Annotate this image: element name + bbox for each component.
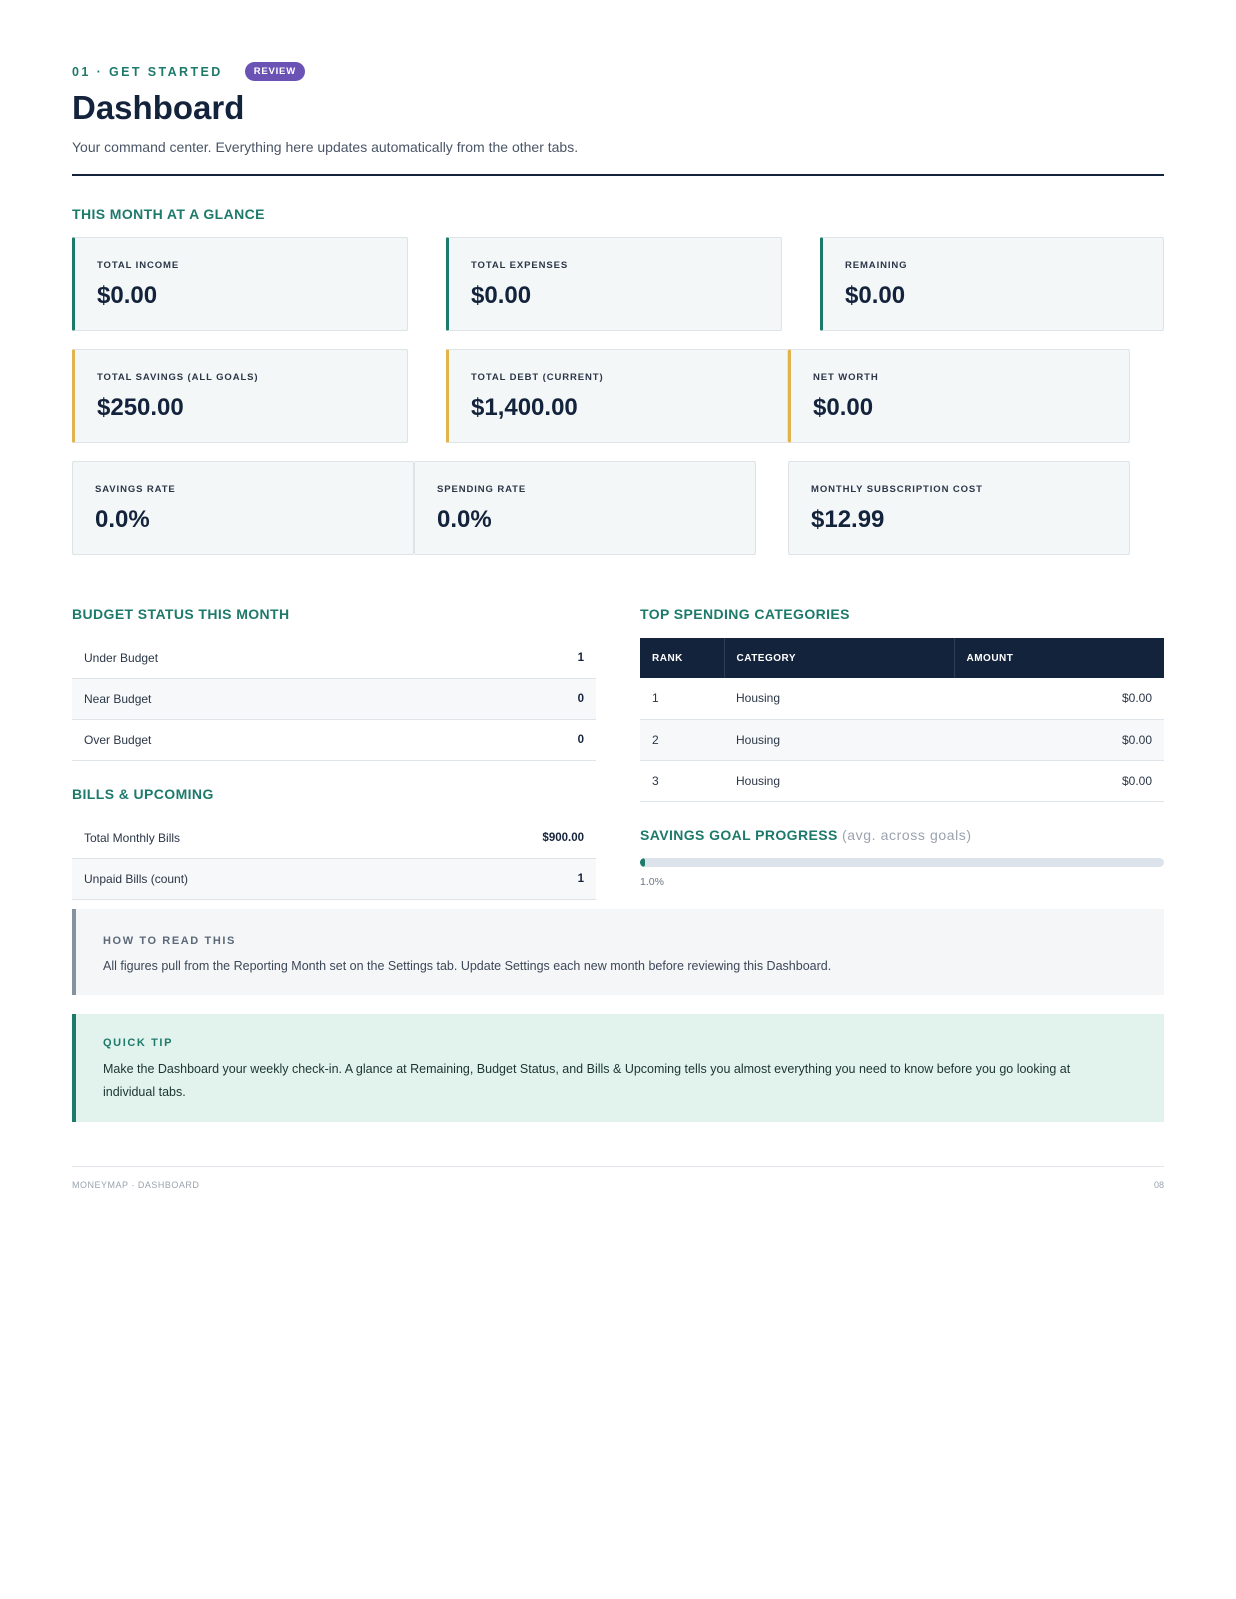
callout-body: Make the Dashboard your weekly check-in. A glance at Remaining, Budget Status, and Bills & Upcoming tells you almost everything you need to know before you go looking at individual tabs. [103,1062,1071,1099]
row-value: $900.00 [542,832,584,844]
card-savings-rate [72,461,414,555]
top-spending-heading: TOP SPENDING CATEGORIES [640,606,850,622]
savings-progress-heading [640,827,972,843]
card-label: TOTAL INCOME [97,260,180,271]
bills-heading: BILLS & UPCOMING [72,786,214,802]
callout-body: All figures pull from the Reporting Month set on the Settings tab. Update Settings each new month before reviewing this Dashboard. [103,959,832,973]
card-total-savings [72,349,408,443]
card-label: TOTAL EXPENSES [471,260,569,271]
card-net-worth [788,349,1130,443]
card-label: TOTAL SAVINGS (ALL GOALS) [97,372,259,383]
rank-cell: 3 [640,760,724,801]
savings-progress-label: 1.0% [640,876,664,888]
rank-cell: 1 [640,678,724,719]
card-value: $0.00 [813,394,874,421]
amount-cell: $0.00 [954,760,1164,801]
card-label: NET WORTH [813,372,879,383]
table-row [640,760,1164,801]
list-item [72,679,596,720]
review-badge: REVIEW [245,62,305,81]
card-value: 0.0% [437,506,492,533]
card-total-expenses [446,237,782,331]
card-label: SAVINGS RATE [95,484,176,495]
budget-status-heading: BUDGET STATUS THIS MONTH [72,606,290,622]
section-eyebrow: 01 · GET STARTED [72,64,223,79]
row-value: 0 [577,693,584,705]
category-cell: Housing [724,719,954,760]
column-header: RANK [640,638,724,678]
row-label: Over Budget [84,733,152,747]
card-value: $0.00 [471,282,532,309]
header-divider [72,174,1164,176]
how-to-read-callout [72,909,1164,995]
savings-progress-bar [640,858,1164,867]
column-header: CATEGORY [724,638,954,678]
card-label: REMAINING [845,260,908,271]
footer-divider [72,1166,1164,1167]
savings-progress-fill [640,858,645,867]
bills-list [72,818,596,900]
amount-cell: $0.00 [954,678,1164,719]
card-label: SPENDING RATE [437,484,527,495]
callout-title: QUICK TIP [103,1037,174,1049]
top-spending-table [640,638,1164,802]
quick-tip-callout [72,1014,1164,1122]
card-total-debt [446,349,788,443]
list-item [72,638,596,679]
row-value: 1 [577,873,584,885]
page-title: Dashboard [72,89,245,126]
glance-heading: THIS MONTH AT A GLANCE [72,206,265,222]
callout-title: HOW TO READ THIS [103,935,236,947]
row-label: Under Budget [84,651,159,665]
list-item [72,818,596,859]
category-cell: Housing [724,678,954,719]
row-label: Total Monthly Bills [84,831,181,845]
card-spending-rate [414,461,756,555]
card-value: $0.00 [845,282,906,309]
card-value: $12.99 [811,506,885,533]
savings-progress-note: (avg. across goals) [842,827,972,843]
card-total-income [72,237,408,331]
row-label: Unpaid Bills (count) [84,872,189,886]
list-item [72,720,596,761]
card-subscription-cost [788,461,1130,555]
rank-cell: 2 [640,719,724,760]
header-eyebrow-row [72,62,305,81]
category-cell: Housing [724,760,954,801]
card-value: $250.00 [97,394,184,421]
card-value: $0.00 [97,282,158,309]
table-row [640,719,1164,760]
table-row [640,678,1164,719]
card-value: $1,400.00 [471,394,578,421]
footer-left: MONEYMAP · DASHBOARD [72,1180,200,1190]
budget-status-list [72,638,596,761]
row-label: Near Budget [84,692,152,706]
card-value: 0.0% [95,506,150,533]
amount-cell: $0.00 [954,719,1164,760]
card-label: TOTAL DEBT (CURRENT) [471,372,604,383]
row-value: 1 [577,652,584,664]
table-header-row [640,638,1164,678]
savings-progress-title: SAVINGS GOAL PROGRESS [640,827,838,843]
footer-page-number: 08 [1153,1180,1164,1190]
page-subtitle: Your command center. Everything here updates automatically from the other tabs. [72,139,579,155]
list-item [72,859,596,900]
row-value: 0 [577,734,584,746]
column-header: AMOUNT [954,638,1164,678]
card-remaining [820,237,1164,331]
card-label: MONTHLY SUBSCRIPTION COST [811,484,983,495]
